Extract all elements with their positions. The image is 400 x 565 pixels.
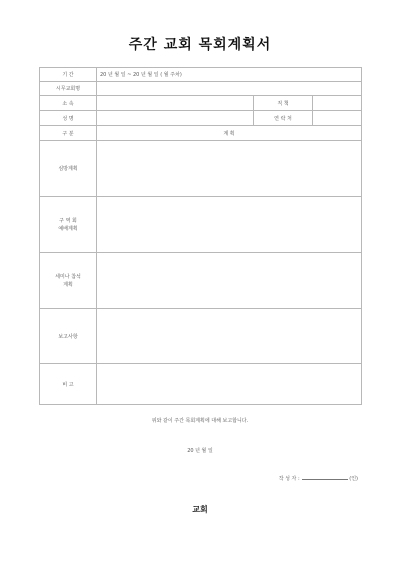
name-field[interactable]: [97, 111, 254, 126]
period-label: 기 간: [40, 68, 97, 82]
contact-label: 연 락 처: [254, 111, 313, 126]
row-period: [40, 68, 362, 82]
period-field[interactable]: 20 년 월 일 ~ 20 년 월 일 ( 월 주차): [97, 68, 362, 82]
office-field[interactable]: [97, 82, 362, 96]
date-line: 20 년 월 일: [187, 448, 213, 454]
visit-field[interactable]: [97, 141, 362, 197]
document-title: 주간 교회 목회계획서: [128, 37, 272, 53]
name-label: 성 명: [40, 111, 97, 126]
writer-line: [279, 475, 358, 482]
district-field[interactable]: [97, 197, 362, 253]
district-label: 구 역 회 예배계획: [40, 197, 97, 253]
position-field[interactable]: [313, 96, 362, 111]
row-affiliation: [40, 96, 362, 111]
writer-label: 작 성 자 :: [278, 476, 300, 482]
note-field[interactable]: [97, 364, 362, 405]
note-label: 비 고: [40, 364, 97, 405]
seminar-field[interactable]: [97, 253, 362, 309]
row-office: [40, 82, 362, 96]
report-field[interactable]: [97, 309, 362, 364]
category-label: 구 분: [40, 126, 97, 141]
row-name: [40, 111, 362, 126]
office-label: 시무교회명: [40, 82, 97, 96]
row-category: [40, 126, 362, 141]
position-label: 직 책: [254, 96, 313, 111]
row-district: [40, 197, 362, 253]
church-name: 교회: [192, 505, 208, 514]
plan-form-table: [39, 67, 362, 405]
row-note: [40, 364, 362, 405]
row-visit: [40, 141, 362, 197]
seminar-label: 세미나 참석 계획: [40, 253, 97, 309]
row-report: [40, 309, 362, 364]
affiliation-label: 소 속: [40, 96, 97, 111]
seal-text: (인): [349, 476, 358, 482]
signature-field[interactable]: [302, 475, 348, 480]
contact-field[interactable]: [313, 111, 362, 126]
report-label: 보고사항: [40, 309, 97, 364]
visit-label: 심방계획: [40, 141, 97, 197]
affiliation-field[interactable]: [97, 96, 254, 111]
report-statement: 위와 같이 주간 목회계획에 대해 보고합니다.: [151, 418, 249, 424]
row-seminar: [40, 253, 362, 309]
plan-header: 계 획: [97, 126, 362, 141]
